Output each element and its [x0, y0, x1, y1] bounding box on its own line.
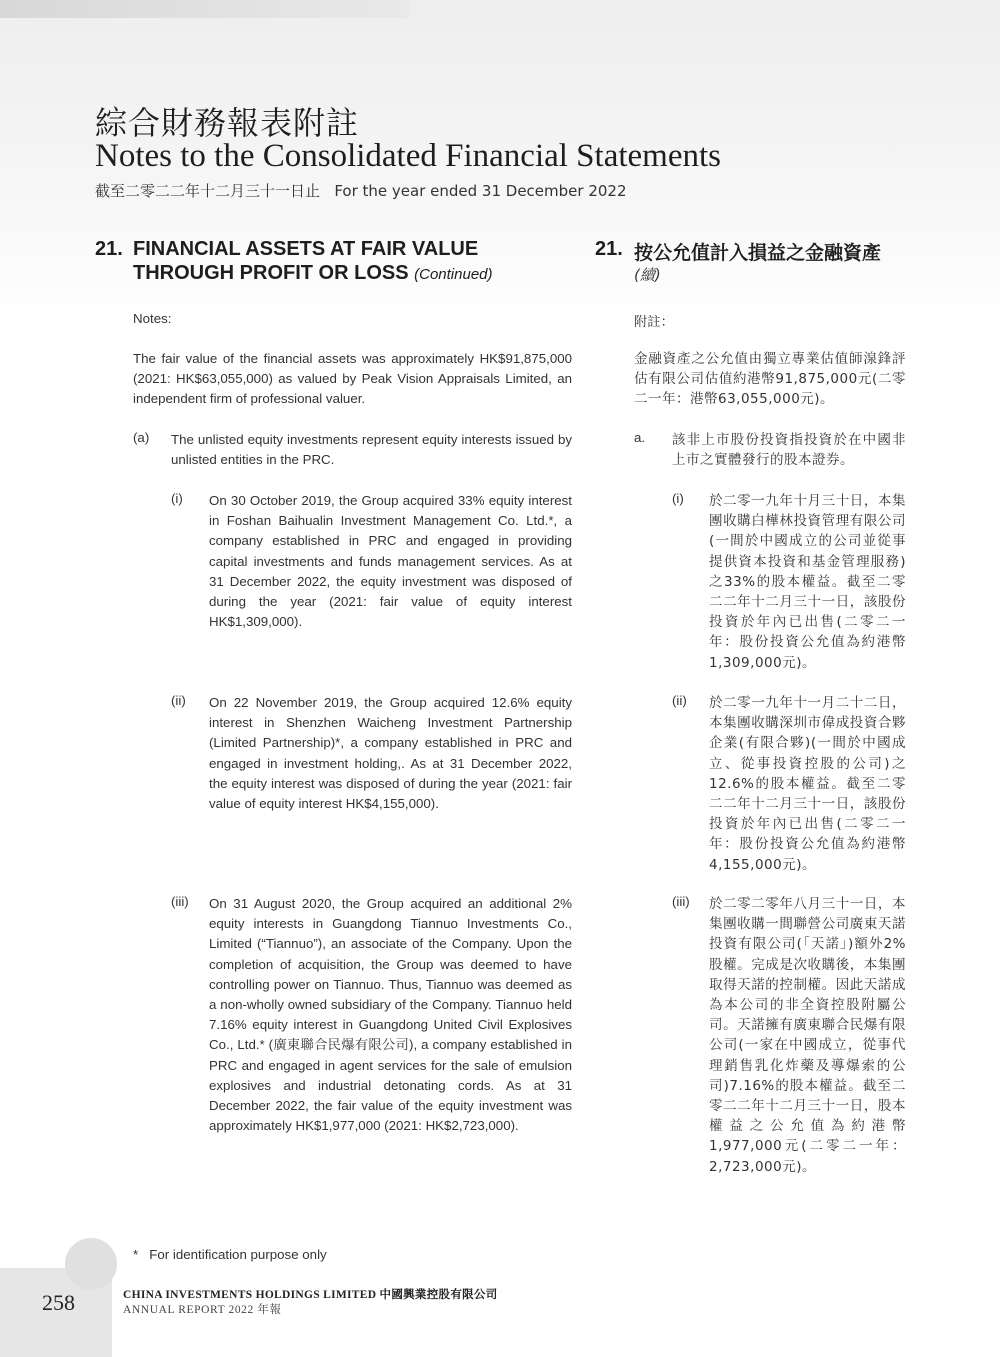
section-title-en-line2	[133, 262, 493, 285]
item-a-text-en: The unlisted equity investments represent equity interests issued by unlisted entities in the PRC.	[171, 432, 572, 468]
sub-i-text-en: On 30 October 2019, the Group acquired 33% equity interest in Foshan Baihualin Investment Management Co. Ltd.*, a company established in PRC and engaged in providing capital investments and funds management services. As at 31 December 2022, the equity investment was disposed of during the year (2021: fair value of equity interest HK$1,309,000).	[209, 493, 572, 630]
sub-i-text-zh: 於二零一九年十月三十日，本集團收購白樺林投資管理有限公司(一間於中國成立的公司並從事提供資本投資和基金管理服務)之33%的股本權益。截至二零二二年十二月三十一日，該股份投資於年內已出售(二零二一年：股份投資公允值為約港幣1,309,000元)。	[709, 493, 906, 671]
page-title-en: Notes to the Consolidated Financial Statements	[95, 138, 721, 174]
section-title-en-line1: FINANCIAL ASSETS AT FAIR VALUE	[133, 238, 479, 260]
notes-intro-zh: 金融資產之公允值由獨立專業估值師湶鋒評估有限公司估值約港幣91,875,000元(二零二一年：港幣63,055,000元)。	[634, 351, 906, 408]
sub-ii-text-en: On 22 November 2019, the Group acquired 12.6% equity interest in Shenzhen Waicheng Investment Partnership (Limited Partnership)*, a company established in PRC and engaged in investment holding,. As at 31 December 2022, the equity interest was disposed of during the year (2021: fair value of equity interest HK$4,155,000).	[209, 695, 572, 812]
header-accent-band	[0, 0, 410, 18]
subtitle-zh: 截至二零二二年十二月三十一日止	[95, 182, 321, 200]
item-a-label-zh: a.	[634, 430, 646, 445]
sub-iii-text-en: On 31 August 2020, the Group acquired an additional 2% equity interests in Guangdong Tiannuo Investments Co., Limited (“Tiannuo”), an associate of the Company. Upon the completion of acquisition, the Group was deemed to have controlling power on Tiannuo. Thus, Tiannuo was deemed as a non-wholly owned subsidiary of the Company. Tiannuo held 7.16% equity interest in Guangdong United Civil Explosives Co., Ltd.* (廣東聯合民爆有限公司), a company established in PRC and engaged in agent services for the sale of emulsion explosives and industrial detonating cords. As at 31 December 2022, the fair value of the equity investment was approximately HK$1,977,000 (2021: HK$2,723,000).	[209, 896, 572, 1134]
sub-iii-label-en: (iii)	[171, 894, 189, 909]
notes-intro-en: The fair value of the financial assets was approximately HK$91,875,000 (2021: HK$63,055,000) as valued by Peak Vision Appraisals Limited, an independent firm of professional valuer.	[133, 351, 572, 407]
sub-iii-text-zh: 於二零二零年八月三十一日，本集團收購一間聯營公司廣東天諾投資有限公司(「天諾」)額外2%股權。完成是次收購後，本集團取得天諾的控制權。因此天諾成為本公司的非全資控股附屬公司。天諾擁有廣東聯合民爆有限公司(一家在中國成立，從事代理銷售乳化炸藥及導爆索的公司)7.16%的股本權益。截至二零二二年十二月三十一日，股本權益之公允值為約港幣1,977,000元(二零二一年：2,723,000元)。	[709, 896, 906, 1175]
section-number-zh: 21.	[595, 238, 623, 260]
section-number-en: 21.	[95, 238, 123, 260]
footer-report: ANNUAL REPORT 2022 年報	[123, 1304, 282, 1316]
sub-ii-label-zh: (ii)	[672, 693, 687, 708]
section-continued-zh: (續)	[634, 266, 661, 284]
footnote	[133, 1247, 327, 1262]
section-title-zh: 按公允值計入損益之金融資產	[634, 242, 882, 264]
page-number: 258	[42, 1290, 75, 1315]
footnote-text: For identification purpose only	[149, 1247, 327, 1262]
page-title-zh: 綜合財務報表附註	[95, 104, 360, 142]
sub-i-label-zh: (i)	[672, 491, 684, 506]
sub-iii-label-zh: (iii)	[672, 894, 690, 909]
notes-label-zh: 附註：	[634, 314, 674, 329]
footnote-mark: *	[133, 1247, 139, 1262]
section-title-en-line2-text: THROUGH PROFIT OR LOSS	[133, 262, 409, 284]
section-continued-en: (Continued)	[414, 266, 493, 283]
footer-circle-decoration	[65, 1238, 117, 1290]
sub-ii-text-zh: 於二零一九年十一月二十二日，本集團收購深圳市偉成投資合夥企業(有限合夥)(一間於中國成立、從事投資控股的公司)之12.6%的股本權益。截至二零二二年十二月三十一日，該股份投資於年內已出售(二零二一年：股份投資公允值為約港幣4,155,000元)。	[709, 695, 906, 873]
sub-ii-label-en: (ii)	[171, 693, 186, 708]
sub-i-label-en: (i)	[171, 491, 183, 506]
subtitle-en: For the year ended 31 December 2022	[334, 182, 627, 200]
item-a-label-en: (a)	[133, 430, 150, 445]
page-subtitle	[95, 180, 627, 201]
item-a-text-zh: 該非上市股份投資指投資於在中國非上市之實體發行的股本證券。	[672, 432, 906, 469]
notes-label-en: Notes:	[133, 311, 172, 326]
footer-company: CHINA INVESTMENTS HOLDINGS LIMITED 中國興業控股有限公司	[123, 1289, 498, 1301]
